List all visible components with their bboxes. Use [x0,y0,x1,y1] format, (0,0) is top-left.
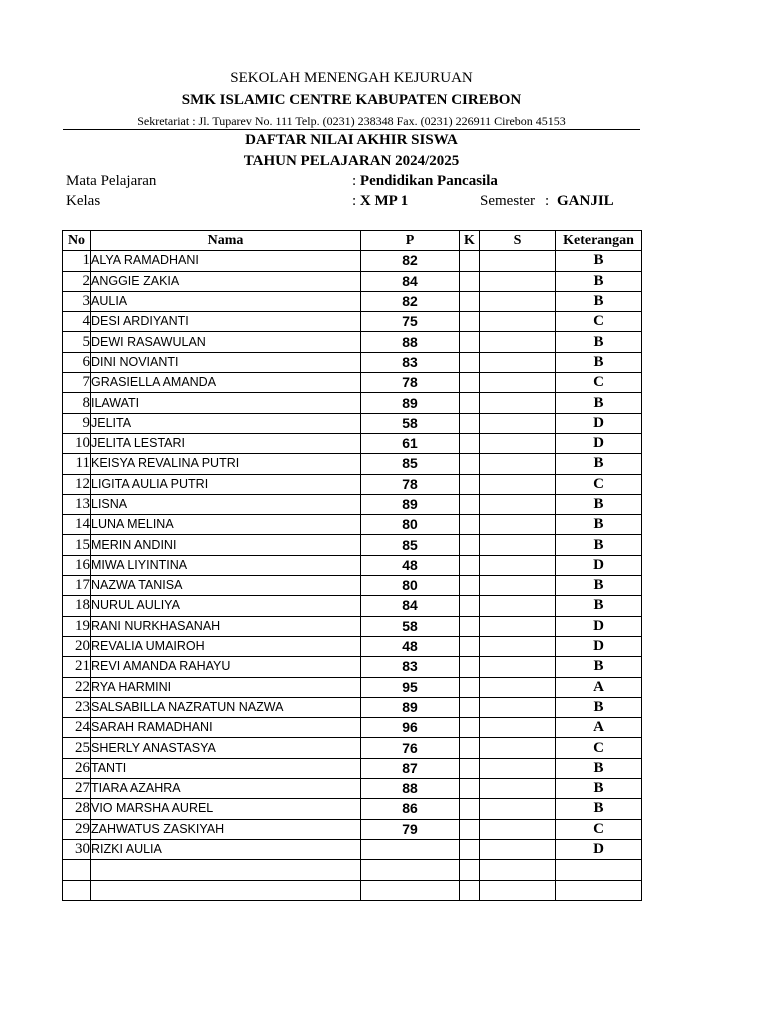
cell-keterangan: B [556,352,642,372]
cell-student-name [91,880,361,900]
cell-score-p: 89 [361,494,460,514]
cell-score-k [460,393,480,413]
cell-score-k [460,312,480,332]
cell-score-k [460,576,480,596]
cell-score-k [460,332,480,352]
cell-keterangan: B [556,291,642,311]
cell-student-name: SALSABILLA NAZRATUN NAZWA [91,697,361,717]
cell-score-s [480,535,556,555]
table-row [63,616,642,636]
table-row [63,880,642,900]
cell-score-p: 86 [361,799,460,819]
table-row [63,697,642,717]
cell-student-name: NAZWA TANISA [91,576,361,596]
class-label: Kelas [66,193,101,209]
cell-score-k [460,271,480,291]
column-header-no: No [63,231,91,251]
cell-score-k [460,738,480,758]
cell-score-s [480,515,556,535]
cell-student-name: SARAH RAMADHANI [91,718,361,738]
cell-no: 2 [63,271,91,291]
cell-keterangan: D [556,616,642,636]
cell-score-k [460,251,480,271]
cell-score-s [480,332,556,352]
cell-student-name: DESI ARDIYANTI [91,312,361,332]
subject-label: Mata Pelajaran [66,173,157,189]
cell-no: 23 [63,697,91,717]
cell-score-k [460,454,480,474]
cell-student-name: MERIN ANDINI [91,535,361,555]
cell-score-s [480,373,556,393]
cell-score-p: 95 [361,677,460,697]
cell-student-name: RANI NURKHASANAH [91,616,361,636]
cell-no: 20 [63,636,91,656]
cell-keterangan: D [556,555,642,575]
cell-keterangan: B [556,799,642,819]
cell-no: 26 [63,758,91,778]
cell-score-k [460,494,480,514]
cell-score-s [480,312,556,332]
cell-score-p: 48 [361,636,460,656]
cell-score-s [480,555,556,575]
cell-keterangan: B [556,576,642,596]
class-name: X MP 1 [359,193,409,209]
cell-no [63,860,91,880]
cell-keterangan: B [556,332,642,352]
table-row [63,413,642,433]
cell-keterangan: A [556,718,642,738]
cell-score-s [480,880,556,900]
cell-score-s [480,616,556,636]
cell-no: 17 [63,576,91,596]
cell-score-s [480,839,556,859]
cell-no: 10 [63,433,91,453]
cell-student-name: JELITA [91,413,361,433]
table-row [63,332,642,352]
cell-score-p: 88 [361,779,460,799]
cell-student-name: DEWI RASAWULAN [91,332,361,352]
cell-score-s [480,657,556,677]
cell-score-k [460,555,480,575]
cell-score-k [460,596,480,616]
cell-score-p: 75 [361,312,460,332]
table-row [63,352,642,372]
cell-student-name: TIARA AZAHRA [91,779,361,799]
table-row [63,312,642,332]
school-name-heading: SMK ISLAMIC CENTRE KABUPATEN CIREBON [181,92,522,108]
column-header-s: S [480,231,556,251]
cell-score-p: 88 [361,332,460,352]
cell-keterangan: B [556,251,642,271]
cell-score-s [480,596,556,616]
cell-keterangan: D [556,839,642,859]
table-row [63,433,642,453]
cell-no: 25 [63,738,91,758]
cell-score-p: 78 [361,373,460,393]
header-divider [63,129,640,130]
cell-no: 14 [63,515,91,535]
cell-student-name: MIWA LIYINTINA [91,555,361,575]
cell-student-name: ILAWATI [91,393,361,413]
cell-score-k [460,373,480,393]
subject-value [352,173,498,190]
cell-score-p: 83 [361,657,460,677]
cell-score-s [480,454,556,474]
cell-score-k [460,758,480,778]
cell-student-name: ANGGIE ZAKIA [91,271,361,291]
table-row [63,535,642,555]
cell-score-s [480,779,556,799]
cell-keterangan: B [556,758,642,778]
cell-score-p: 61 [361,433,460,453]
cell-score-p: 76 [361,738,460,758]
semester-label: Semester [480,193,535,209]
cell-score-s [480,799,556,819]
cell-score-s [480,433,556,453]
cell-score-p: 79 [361,819,460,839]
column-header-k: K [460,231,480,251]
cell-score-p: 58 [361,413,460,433]
subject-name: Pendidikan Pancasila [359,173,498,189]
table-row [63,373,642,393]
cell-student-name: SHERLY ANASTASYA [91,738,361,758]
table-row [63,779,642,799]
cell-score-s [480,697,556,717]
cell-score-k [460,677,480,697]
cell-student-name: ZAHWATUS ZASKIYAH [91,819,361,839]
table-row [63,555,642,575]
cell-no: 21 [63,657,91,677]
table-row [63,677,642,697]
cell-score-p [361,880,460,900]
table-row [63,657,642,677]
cell-score-s [480,576,556,596]
cell-keterangan [556,880,642,900]
cell-score-p: 89 [361,697,460,717]
cell-no: 30 [63,839,91,859]
cell-score-s [480,718,556,738]
cell-student-name: GRASIELLA AMANDA [91,373,361,393]
cell-score-p: 82 [361,251,460,271]
cell-score-s [480,393,556,413]
table-row [63,393,642,413]
cell-score-s [480,251,556,271]
cell-score-p: 48 [361,555,460,575]
school-address: Sekretariat : Jl. Tuparev No. 111 Telp. (0231) 238348 Fax. (0231) 226911 Cirebon 45153 [137,114,566,128]
cell-score-p: 85 [361,454,460,474]
cell-score-s [480,738,556,758]
cell-score-k [460,535,480,555]
cell-keterangan: D [556,413,642,433]
class-value [352,193,408,210]
cell-no: 22 [63,677,91,697]
table-row [63,576,642,596]
school-type-heading: SEKOLAH MENENGAH KEJURUAN [230,70,473,86]
cell-no: 6 [63,352,91,372]
cell-keterangan: B [556,779,642,799]
table-header-row [63,231,642,251]
cell-no: 3 [63,291,91,311]
cell-no: 5 [63,332,91,352]
cell-score-k [460,515,480,535]
cell-no: 1 [63,251,91,271]
cell-score-k [460,860,480,880]
table-row [63,636,642,656]
cell-keterangan: B [556,271,642,291]
cell-score-k [460,819,480,839]
cell-student-name: DINI NOVIANTI [91,352,361,372]
cell-student-name: LIGITA AULIA PUTRI [91,474,361,494]
cell-student-name: AULIA [91,291,361,311]
academic-year: TAHUN PELAJARAN 2024/2025 [243,153,460,169]
grades-table-body [63,251,642,901]
cell-score-s [480,860,556,880]
cell-student-name: ALYA RAMADHANI [91,251,361,271]
table-row [63,718,642,738]
cell-score-k [460,839,480,859]
cell-no: 15 [63,535,91,555]
cell-score-k [460,616,480,636]
cell-keterangan: B [556,454,642,474]
table-row [63,819,642,839]
table-row [63,596,642,616]
cell-score-p: 80 [361,515,460,535]
cell-score-p: 78 [361,474,460,494]
cell-keterangan: B [556,494,642,514]
table-row [63,494,642,514]
cell-no: 9 [63,413,91,433]
grades-table [62,230,642,901]
cell-score-p: 96 [361,718,460,738]
cell-score-k [460,413,480,433]
cell-score-s [480,413,556,433]
cell-score-p: 84 [361,271,460,291]
cell-score-k [460,697,480,717]
column-header-keterangan: Keterangan [556,231,642,251]
cell-score-p: 84 [361,596,460,616]
cell-student-name: NURUL AULIYA [91,596,361,616]
table-row [63,474,642,494]
cell-score-p: 82 [361,291,460,311]
cell-no: 7 [63,373,91,393]
cell-keterangan: A [556,677,642,697]
column-header-name: Nama [91,231,361,251]
cell-no: 11 [63,454,91,474]
cell-student-name: RIZKI AULIA [91,839,361,859]
cell-keterangan: B [556,393,642,413]
cell-keterangan: B [556,535,642,555]
cell-score-s [480,819,556,839]
cell-student-name: RYA HARMINI [91,677,361,697]
cell-keterangan: C [556,474,642,494]
cell-score-k [460,718,480,738]
cell-score-s [480,677,556,697]
cell-score-k [460,433,480,453]
cell-keterangan: C [556,738,642,758]
cell-score-s [480,758,556,778]
cell-no: 16 [63,555,91,575]
cell-keterangan: B [556,657,642,677]
cell-score-s [480,494,556,514]
table-row [63,454,642,474]
cell-score-k [460,291,480,311]
cell-no: 28 [63,799,91,819]
cell-student-name: JELITA LESTARI [91,433,361,453]
class-separator: : [352,193,357,209]
semester-separator: : [545,193,550,209]
cell-score-k [460,474,480,494]
cell-score-p: 58 [361,616,460,636]
cell-score-p: 83 [361,352,460,372]
cell-score-s [480,636,556,656]
cell-keterangan: C [556,373,642,393]
cell-no: 24 [63,718,91,738]
cell-student-name: LUNA MELINA [91,515,361,535]
cell-keterangan: B [556,596,642,616]
cell-no: 12 [63,474,91,494]
table-row [63,515,642,535]
table-row [63,860,642,880]
cell-score-k [460,636,480,656]
cell-keterangan: D [556,433,642,453]
cell-student-name: VIO MARSHA AUREL [91,799,361,819]
cell-no: 18 [63,596,91,616]
cell-student-name: REVI AMANDA RAHAYU [91,657,361,677]
cell-score-p: 80 [361,576,460,596]
cell-score-k [460,880,480,900]
cell-no: 29 [63,819,91,839]
cell-score-p: 85 [361,535,460,555]
cell-score-s [480,474,556,494]
cell-student-name: KEISYA REVALINA PUTRI [91,454,361,474]
cell-no: 13 [63,494,91,514]
cell-keterangan: C [556,312,642,332]
cell-score-p [361,860,460,880]
table-row [63,839,642,859]
cell-keterangan: B [556,515,642,535]
cell-no: 4 [63,312,91,332]
table-row [63,799,642,819]
cell-student-name: TANTI [91,758,361,778]
cell-no: 27 [63,779,91,799]
cell-score-k [460,779,480,799]
semester-value: GANJIL [557,193,614,209]
cell-no: 8 [63,393,91,413]
cell-no: 19 [63,616,91,636]
document-title: DAFTAR NILAI AKHIR SISWA [245,132,458,148]
table-row [63,271,642,291]
cell-score-k [460,352,480,372]
table-row [63,758,642,778]
column-header-p: P [361,231,460,251]
cell-keterangan: B [556,697,642,717]
cell-score-p: 87 [361,758,460,778]
cell-student-name: LISNA [91,494,361,514]
cell-score-p [361,839,460,859]
subject-separator: : [352,173,357,189]
cell-score-k [460,657,480,677]
cell-score-k [460,799,480,819]
cell-score-s [480,352,556,372]
cell-score-s [480,291,556,311]
cell-student-name: REVALIA UMAIROH [91,636,361,656]
cell-student-name [91,860,361,880]
cell-keterangan [556,860,642,880]
cell-no [63,880,91,900]
cell-score-s [480,271,556,291]
cell-keterangan: D [556,636,642,656]
table-row [63,251,642,271]
cell-score-p: 89 [361,393,460,413]
cell-keterangan: C [556,819,642,839]
table-row [63,291,642,311]
table-row [63,738,642,758]
